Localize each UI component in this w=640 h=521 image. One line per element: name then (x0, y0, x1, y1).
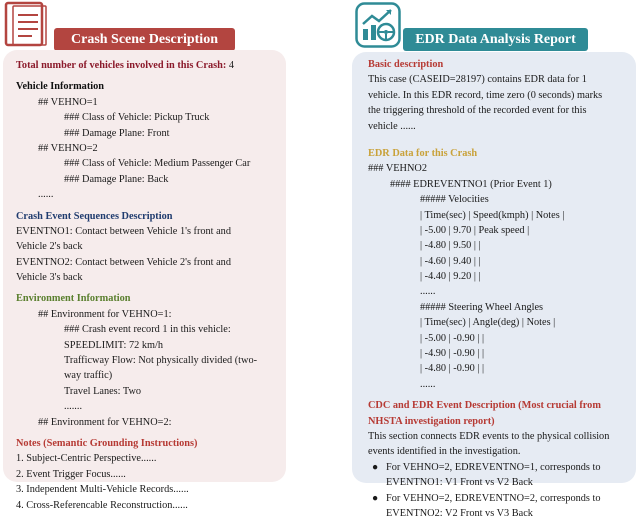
cdc-bullet: ● For VEHNO=2, EDREVENTNO=2, corresponds to (368, 491, 630, 506)
environment-line: SPEEDLIMIT: 72 km/h (64, 339, 164, 351)
bullet-icon: ● (372, 461, 379, 473)
vehicle-info-line: ### Class of Vehicle: Medium Passenger Car (64, 158, 251, 170)
edr-data-heading: EDR Data for this Crash (368, 147, 478, 159)
basic-description-heading: Basic description (368, 59, 444, 70)
cdc-line: This section connects EDR events to the physical collision (368, 430, 610, 442)
bullet-icon: ● (372, 492, 379, 504)
left-panel-title: Crash Scene Description (54, 28, 235, 51)
basic-description-line: vehicle ...... (368, 120, 416, 132)
environment-line: ## Environment for VEHNO=2: (38, 416, 172, 428)
cdc-bullet-continuation: EVENTNO2: V2 Front vs V3 Back (386, 507, 533, 519)
notes-heading: Notes (Semantic Grounding Instructions) (16, 437, 198, 449)
crash-scene-content (16, 58, 281, 513)
edr-line: | -4.90 | -0.90 | | (420, 348, 485, 360)
edr-line: | -4.40 | 9.20 | | (420, 271, 481, 283)
vehicle-info-heading: Vehicle Information (16, 81, 104, 93)
edr-line: ##### Velocities (420, 194, 489, 206)
environment-line: ## Environment for VEHNO=1: (38, 308, 172, 320)
event-heading: Crash Event Sequences Description (16, 210, 173, 222)
edr-line: | -5.00 | -0.90 | | (420, 332, 485, 344)
event-line: Vehicle 3's back (16, 272, 83, 284)
edr-line: #### EDREVENTNO1 (Prior Event 1) (390, 178, 552, 190)
edr-line: | Time(sec) | Angle(deg) | Notes | (420, 317, 556, 329)
basic-description-line: This case (CASEID=28197) contains EDR data for 1 (368, 74, 587, 86)
environment-line: ....... (64, 401, 83, 413)
total-vehicles: Total number of vehicles involved in this Crash: 4 (16, 60, 234, 71)
edr-line: | -4.80 | -0.90 | | (420, 363, 485, 375)
vehicle-info-line: ### Damage Plane: Back (64, 173, 169, 185)
edr-line: | -4.60 | 9.40 | | (420, 255, 481, 267)
vehicle-info-line: ## VEHNO=2 (38, 142, 98, 154)
document-icon (4, 1, 52, 47)
event-line: Vehicle 2's back (16, 241, 83, 253)
notes-line: 1. Subject-Centric Perspective...... (16, 453, 157, 465)
environment-line: way traffic) (64, 370, 113, 382)
event-line: EVENTNO1: Contact between Vehicle 1's front and (16, 225, 231, 237)
edr-line: | -4.80 | 9.50 | | (420, 240, 481, 252)
chart-analysis-icon (355, 2, 401, 48)
basic-description-line: the triggering threshold of the recorded event for this (368, 105, 587, 117)
cdc-bullet: ● For VEHNO=2, EDREVENTNO=1, corresponds to (368, 460, 630, 475)
right-panel-title: EDR Data Analysis Report (403, 28, 588, 51)
event-line: EVENTNO2: Contact between Vehicle 2's front and (16, 256, 231, 268)
edr-line: | Time(sec) | Speed(kmph) | Notes | (420, 209, 565, 221)
edr-line: ##### Steering Wheel Angles (420, 301, 544, 313)
environment-line: ### Crash event record 1 in this vehicle: (64, 324, 231, 336)
vehicle-info-line: ...... (38, 189, 54, 201)
notes-line: 4. Cross-Referencable Reconstruction...... (16, 499, 188, 511)
cdc-heading: CDC and EDR Event Description (Most crucial from (368, 400, 601, 412)
environment-line: Trafficway Flow: Not physically divided (two- (64, 355, 258, 367)
edr-line: ...... (420, 286, 436, 298)
edr-line: | -5.00 | 9.70 | Peak speed | (420, 224, 530, 236)
environment-line: Travel Lanes: Two (64, 385, 142, 397)
basic-description-line: vehicle. In this EDR record, time zero (0 seconds) marks (368, 89, 603, 101)
vehicle-info-line: ### Class of Vehicle: Pickup Truck (64, 112, 210, 124)
vehicle-info-line: ## VEHNO=1 (38, 96, 98, 108)
environment-heading: Environment Information (16, 293, 131, 305)
edr-line: ### VEHNO2 (368, 163, 428, 175)
cdc-heading: NHSTA investigation report) (368, 415, 495, 427)
cdc-bullet-continuation: EVENTNO1: V1 Front vs V2 Back (386, 477, 533, 489)
vehicle-info-line: ### Damage Plane: Front (64, 127, 170, 139)
notes-line: 2. Event Trigger Focus...... (16, 468, 126, 480)
cdc-line: events identified in the investigation. (368, 446, 521, 458)
edr-report-content (368, 57, 630, 521)
edr-line: ...... (420, 378, 436, 390)
notes-line: 3. Independent Multi-Vehicle Records...... (16, 484, 189, 496)
